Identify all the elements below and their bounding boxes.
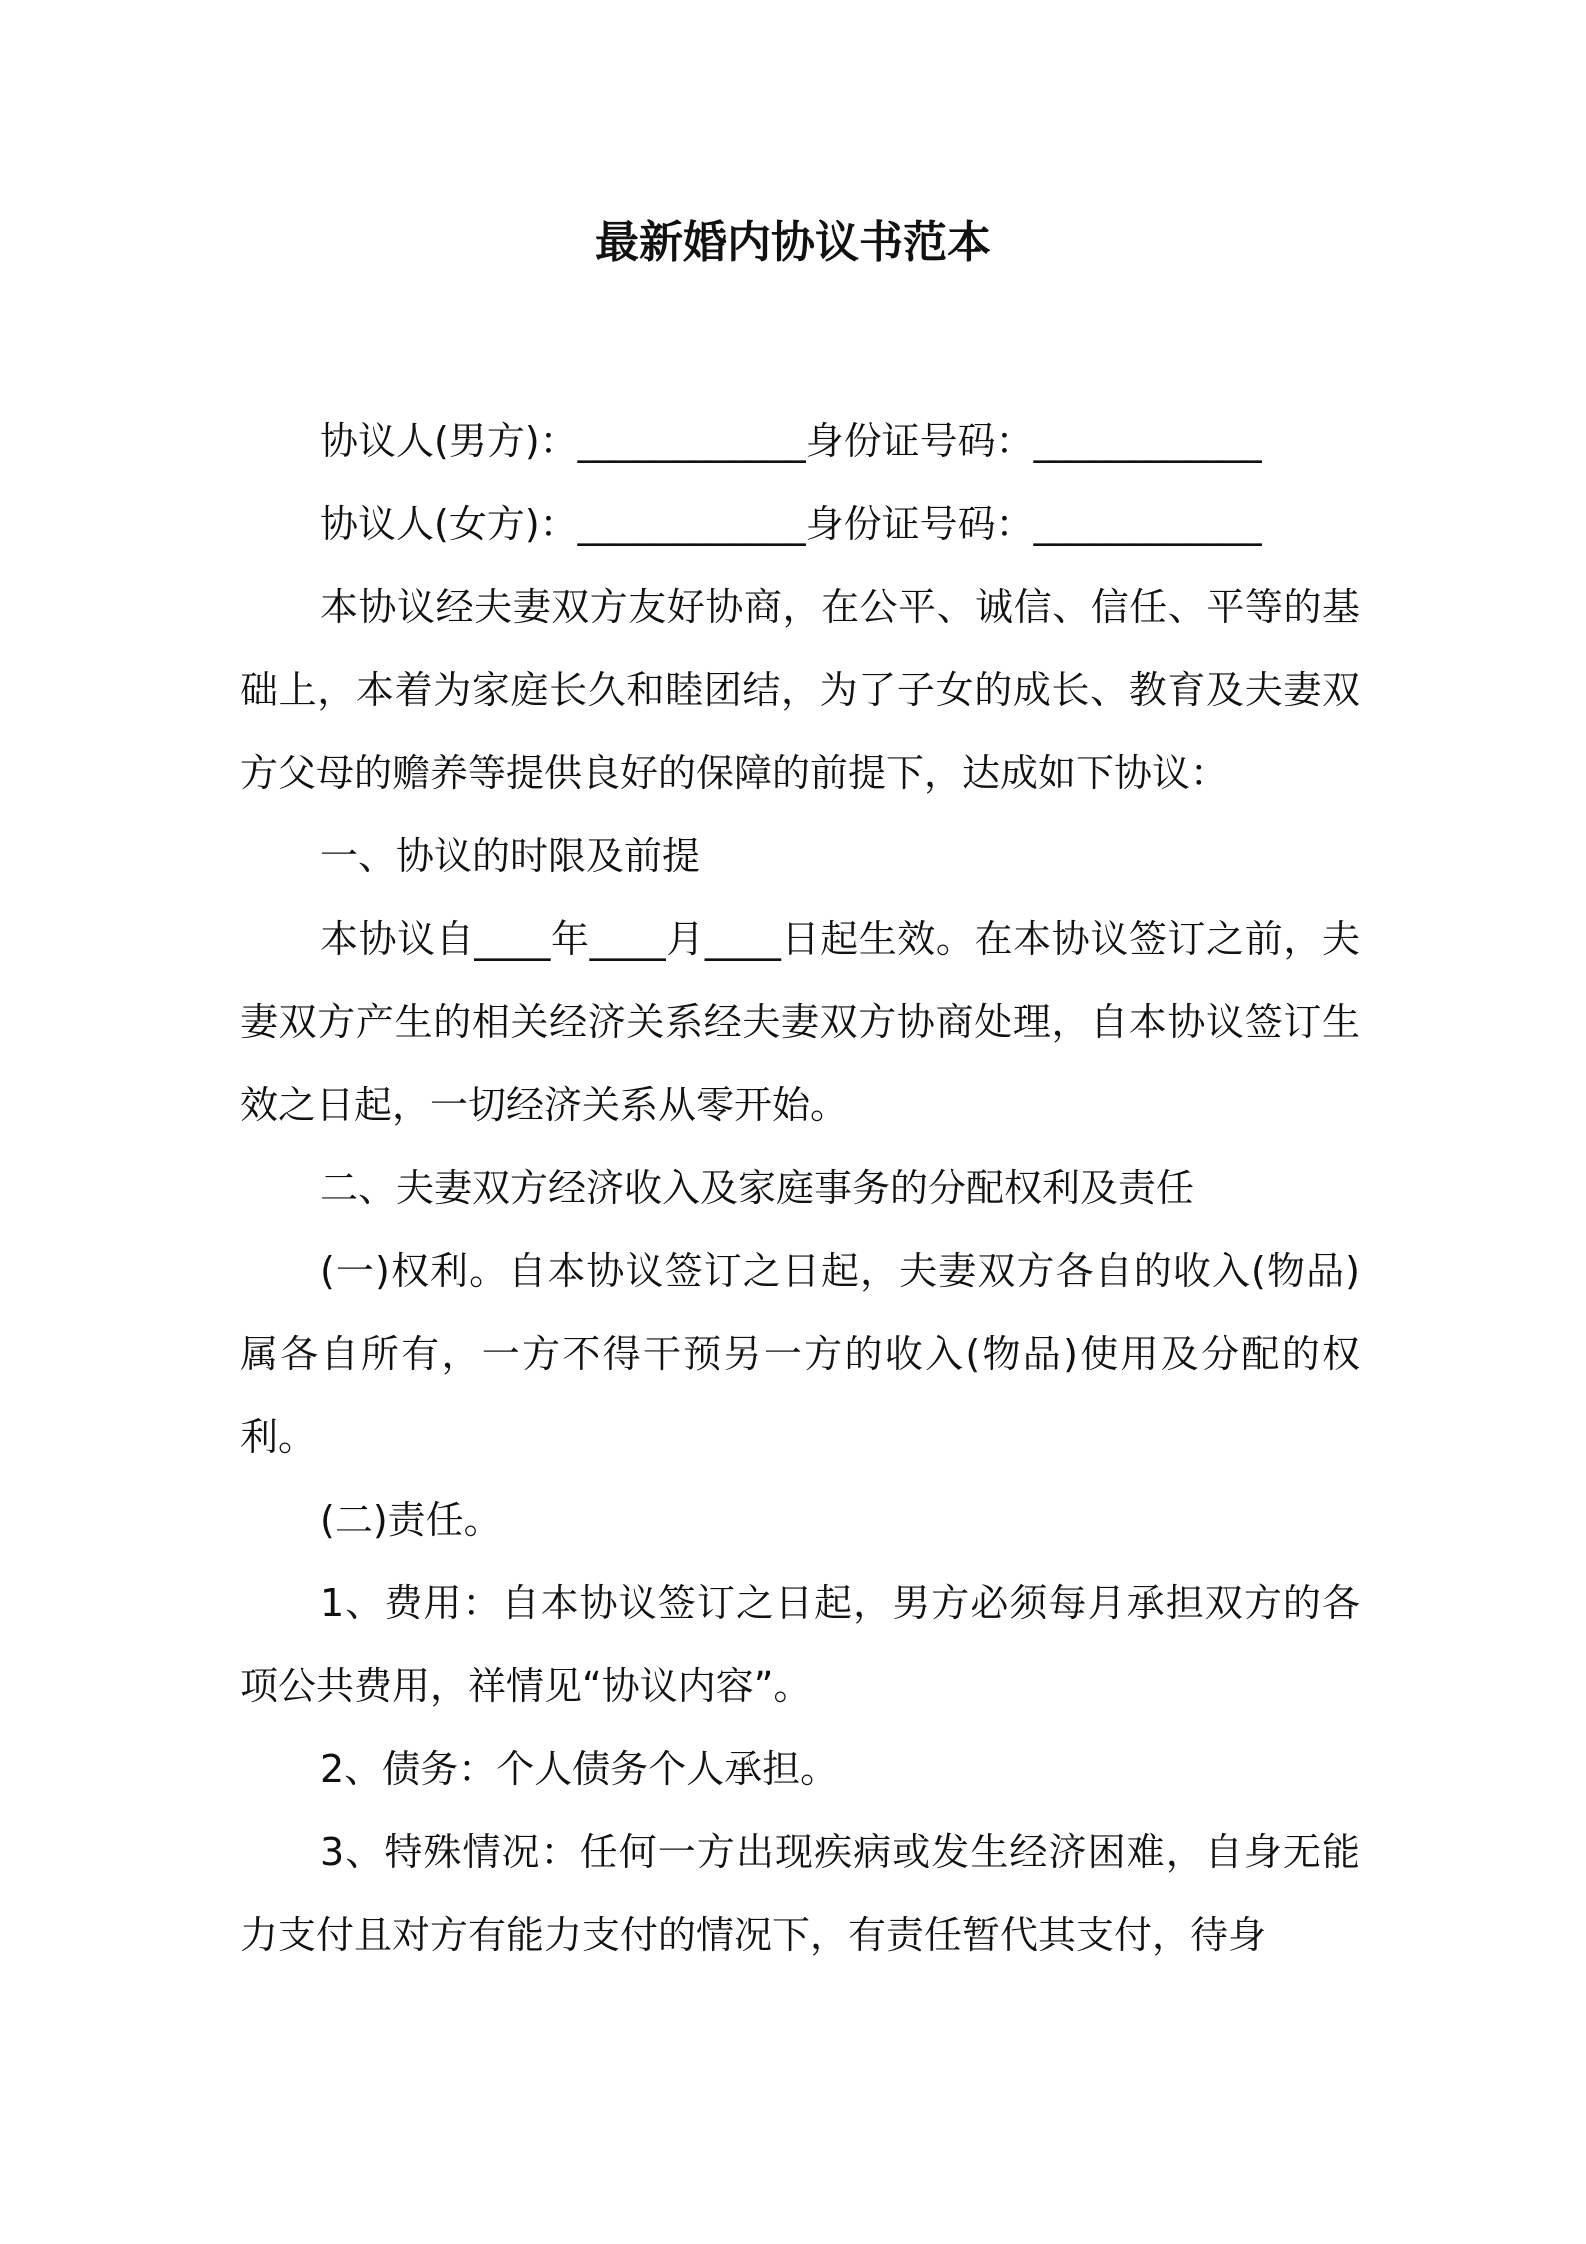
section2-heading: 二、夫妻双方经济收入及家庭事务的分配权利及责任 xyxy=(320,1166,1195,1210)
section1-heading: 一、协议的时限及前提 xyxy=(320,834,701,878)
section1-body: 本协议自____年____月____日起生效。在本协议签订之前，夫妻双方产生的相关经济关系经夫妻双方协商处理，自本协议签订生效之日起，一切经济关系从零开始。 xyxy=(240,917,1360,1127)
party-male-line: 协议人(男方)：____________身份证号码：____________ xyxy=(320,419,1262,463)
item1-paragraph: 1、费用：自本协议签订之日起，男方必须每月承担双方的各项公共费用，祥情见“协议内容”。 xyxy=(240,1581,1360,1708)
party-female-line: 协议人(女方)：____________身份证号码：____________ xyxy=(320,502,1262,546)
intro-paragraph: 本协议经夫妻双方友好协商，在公平、诚信、信任、平等的基础上，本着为家庭长久和睦团结，为了子女的成长、教育及夫妻双方父母的赡养等提供良好的保障的前提下，达成如下协议： xyxy=(240,585,1360,795)
document-title: 最新婚内协议书范本 xyxy=(595,217,991,268)
item3-paragraph: 3、特殊情况：任何一方出现疾病或发生经济困难，自身无能力支付且对方有能力支付的情况下，有责任暂代其支付，待身 xyxy=(240,1830,1360,1957)
rights-paragraph: (一)权利。自本协议签订之日起，夫妻双方各自的收入(物品)属各自所有，一方不得干预另一方的收入(物品)使用及分配的权利。 xyxy=(240,1249,1360,1459)
item2-paragraph: 2、债务：个人债务个人承担。 xyxy=(320,1747,839,1791)
duties-heading: (二)责任。 xyxy=(320,1498,502,1542)
